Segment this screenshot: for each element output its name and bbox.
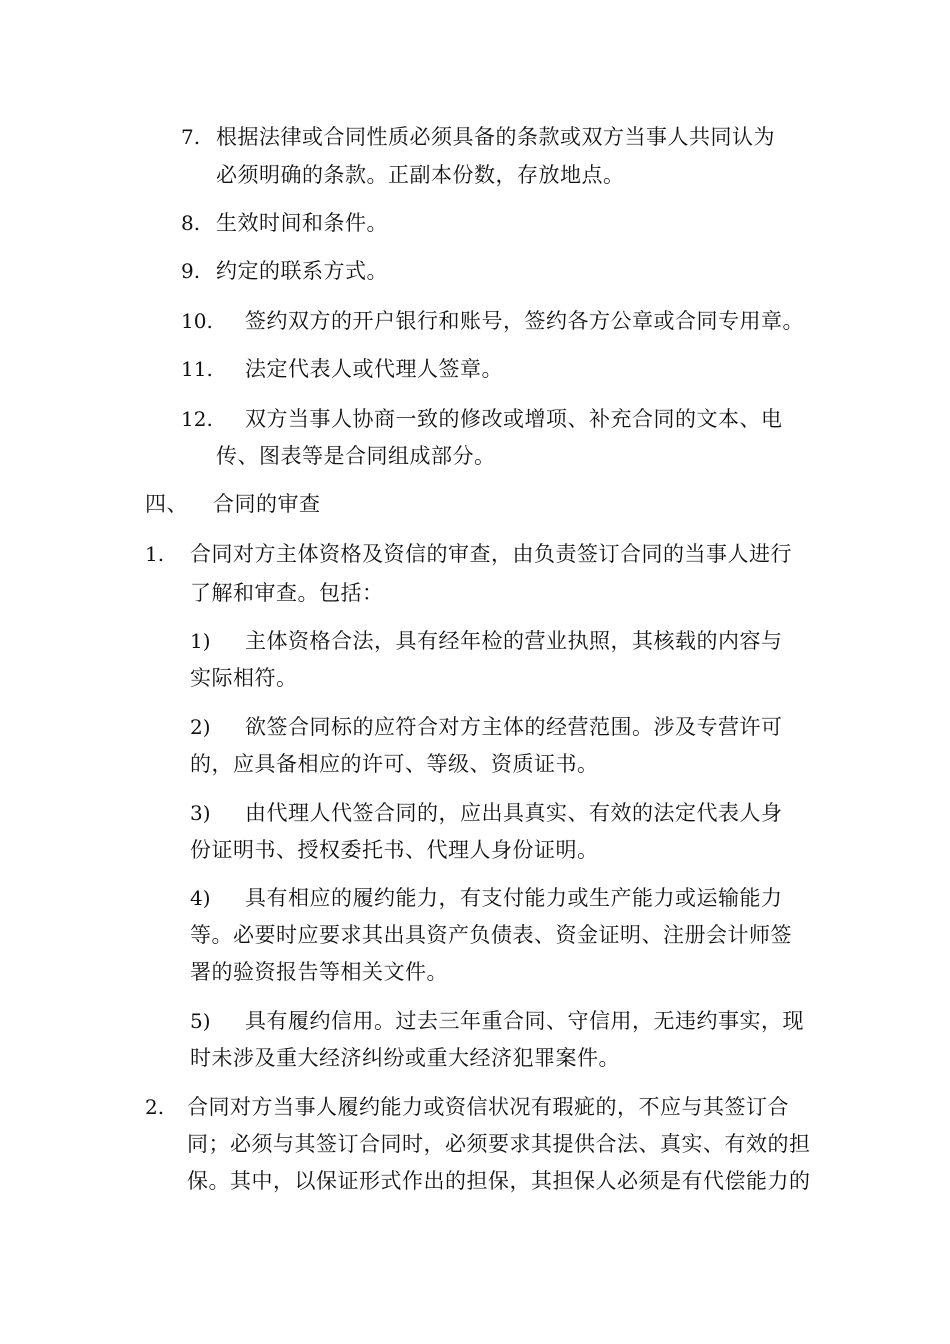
review-text: 合同对方主体资格及资信的审查，由负责签订合同的当事人进行 [190,542,792,566]
sub-text: 的，应具备相应的许可、等级、资质证书。 [190,752,599,776]
item-text: 法定代表人或代理人签章。 [245,357,503,381]
sub-text: 等。必要时应要求其出具资产负债表、资金证明、注册会计师签 [190,923,792,947]
review-number: 1. [145,542,165,566]
item-text: 生效时间和条件。 [216,211,388,235]
item-text: 签约双方的开户银行和账号，签约各方公章或合同专用章。 [245,309,804,333]
item-number: 9. [181,259,201,283]
sub-number: 5) [190,1009,211,1033]
item-text: 约定的联系方式。 [216,259,388,283]
sub-number: 4) [190,886,211,910]
sub-text: 欲签合同标的应符合对方主体的经营范围。涉及专营许可 [245,715,783,739]
item-text: 根据法律或合同性质必须具备的条款或双方当事人共同认为 [216,125,775,149]
section-number: 四、 [145,492,188,516]
item-number: 12. [181,407,213,431]
review-text: 同；必须与其签订合同时，必须要求其提供合法、真实、有效的担 [187,1132,811,1156]
sub-text: 份证明书、授权委托书、代理人身份证明。 [190,838,599,862]
sub-text: 主体资格合法，具有经年检的营业执照，其核载的内容与 [245,629,783,653]
item-number: 11. [181,357,213,381]
review-number: 2. [145,1095,165,1119]
sub-text: 实际相符。 [190,666,298,690]
item-number: 8. [181,211,201,235]
review-text: 合同对方当事人履约能力或资信状况有瑕疵的，不应与其签订合 [187,1095,789,1119]
review-text: 了解和审查。包括： [190,581,384,605]
sub-number: 2) [190,715,211,739]
sub-text: 时未涉及重大经济纠纷或重大经济犯罪案件。 [190,1046,620,1070]
item-number: 10. [181,309,213,333]
sub-number: 1) [190,629,211,653]
sub-number: 3) [190,801,211,825]
item-text: 双方当事人协商一致的修改或增项、补充合同的文本、电 [245,407,783,431]
sub-text: 署的验资报告等相关文件。 [190,960,448,984]
item-text: 传、图表等是合同组成部分。 [216,444,496,468]
sub-text: 具有相应的履约能力，有支付能力或生产能力或运输能力 [245,886,783,910]
item-text: 必须明确的条款。正副本份数，存放地点。 [216,163,625,187]
review-text: 保。其中，以保证形式作出的担保，其担保人必须是有代偿能力的 [187,1169,811,1193]
sub-text: 具有履约信用。过去三年重合同、守信用，无违约事实，现 [245,1009,804,1033]
item-number: 7. [181,125,201,149]
sub-text: 由代理人代签合同的，应出具真实、有效的法定代表人身 [245,801,783,825]
section-title: 合同的审查 [213,492,321,516]
